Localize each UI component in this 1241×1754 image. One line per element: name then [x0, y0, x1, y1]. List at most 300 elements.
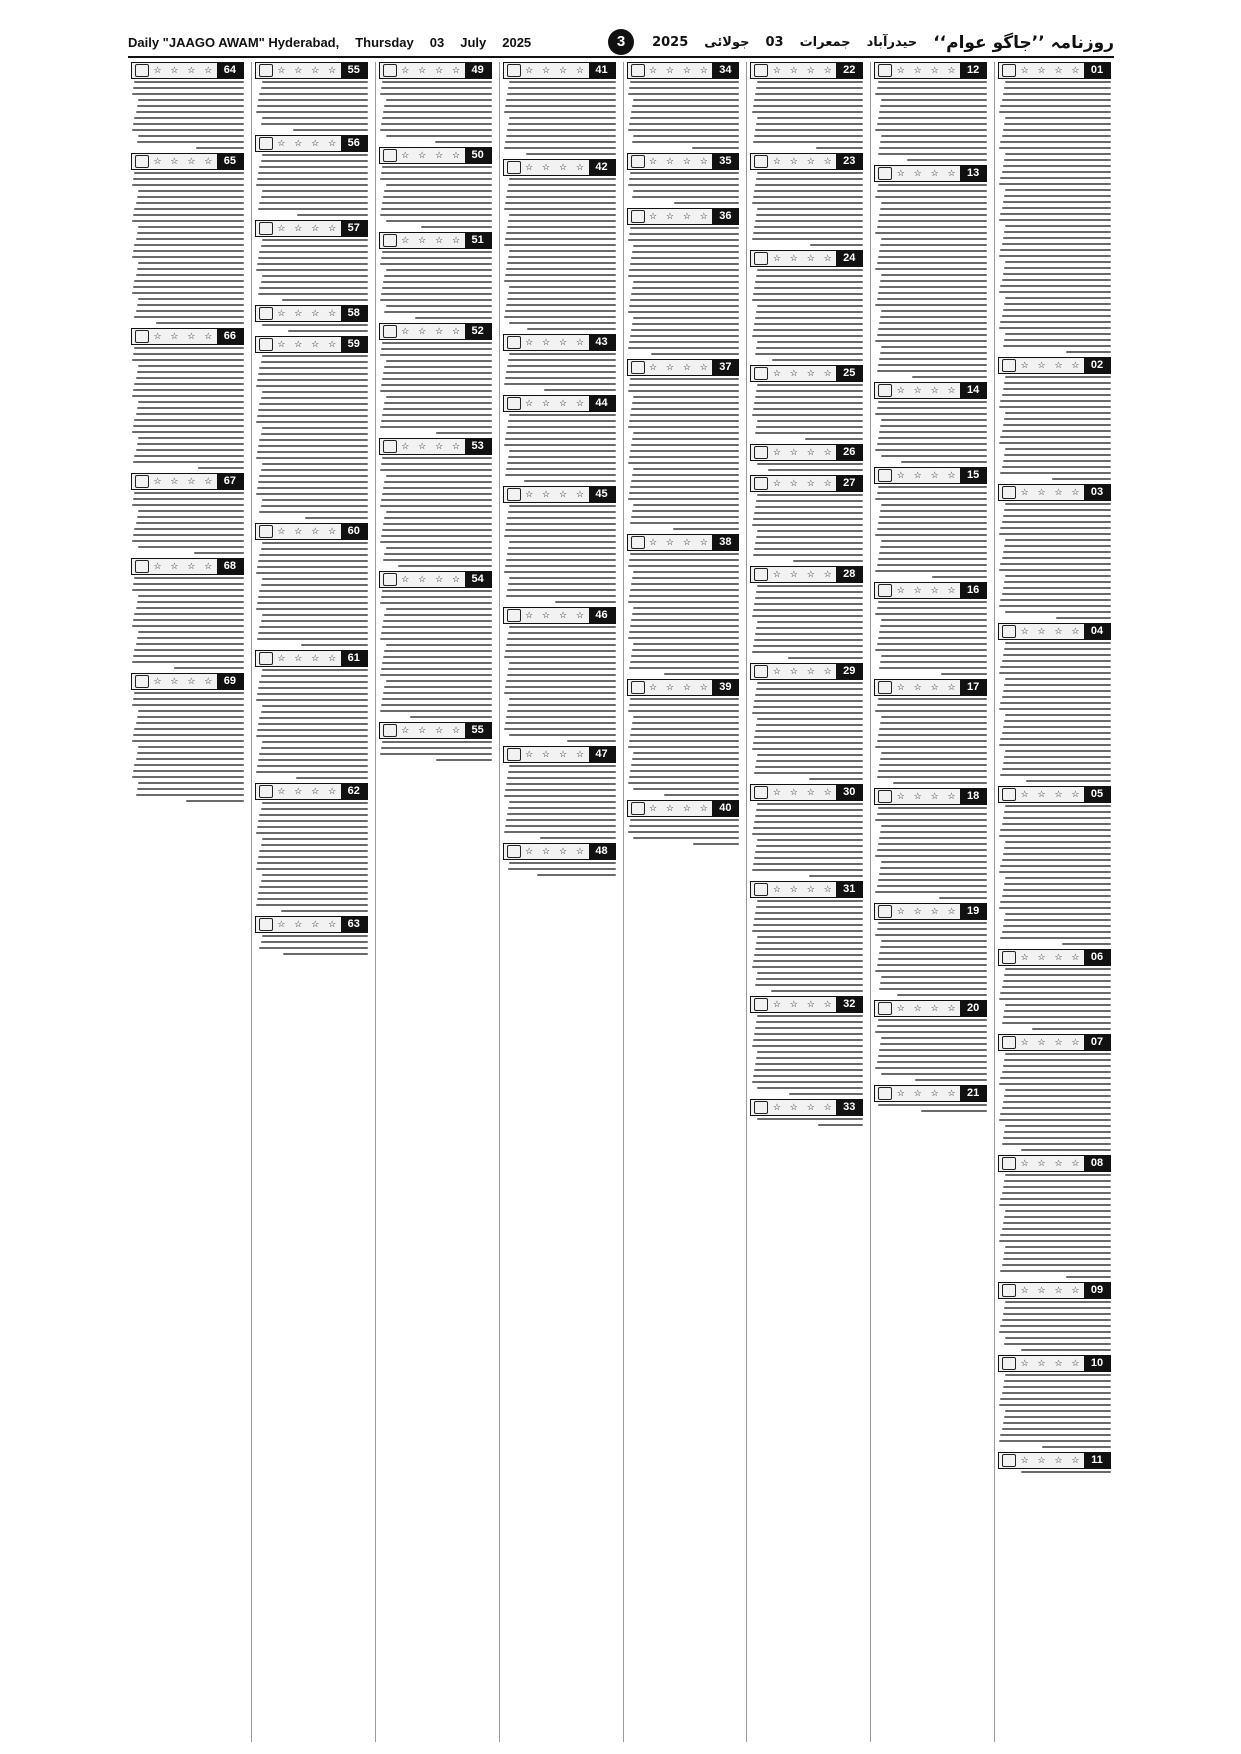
text-line [555, 601, 616, 603]
notice-body-text [874, 922, 987, 996]
text-line [630, 589, 739, 591]
text-line [1002, 557, 1111, 559]
text-line [757, 384, 863, 386]
text-line [752, 833, 864, 835]
text-line [382, 626, 491, 628]
text-line [259, 511, 367, 513]
notice-body-text [255, 802, 368, 912]
text-line [756, 178, 863, 180]
text-line [1005, 117, 1111, 119]
text-line [505, 310, 616, 312]
text-line [999, 442, 1111, 444]
notice-header [874, 788, 987, 805]
text-line [1042, 1446, 1111, 1448]
text-line [633, 607, 739, 609]
text-line [386, 360, 492, 362]
text-line [138, 631, 244, 633]
notice-body-text [750, 682, 863, 780]
text-line [136, 310, 244, 312]
text-line [1002, 1392, 1111, 1394]
text-line [755, 1027, 863, 1029]
text-line [504, 147, 616, 149]
text-line [507, 813, 615, 815]
notice-number: 48 [589, 844, 615, 859]
text-line [752, 238, 864, 240]
text-line [632, 105, 739, 107]
text-line [879, 552, 987, 554]
text-line [506, 523, 615, 525]
text-line [1002, 1319, 1111, 1321]
text-line [756, 688, 863, 690]
notice [750, 996, 863, 1095]
notice-column [746, 62, 866, 1742]
text-line [259, 753, 367, 755]
notice [998, 62, 1111, 353]
text-line [757, 718, 863, 720]
text-line [629, 825, 740, 827]
text-line [632, 251, 739, 253]
text-line [138, 746, 244, 748]
text-line [1005, 750, 1111, 752]
text-line [756, 760, 863, 762]
text-line [630, 299, 739, 301]
text-line [506, 595, 615, 597]
text-line [809, 778, 863, 780]
text-line [386, 680, 492, 682]
text-line [628, 637, 740, 639]
text-line [505, 438, 616, 440]
text-line [875, 649, 987, 651]
text-line [305, 517, 368, 519]
text-line [880, 105, 987, 107]
stars-divider-icon: ☆ ☆ ☆ ☆ [896, 168, 959, 179]
text-line [257, 415, 368, 417]
text-line [132, 220, 244, 222]
text-line [256, 868, 368, 870]
notice-body-text [998, 81, 1111, 353]
text-line [999, 1083, 1111, 1085]
text-line [633, 837, 739, 839]
notice [255, 220, 368, 301]
text-line [757, 621, 863, 623]
text-line [258, 445, 367, 447]
text-line [1000, 666, 1111, 668]
text-line [381, 257, 492, 259]
notice-body-text [750, 585, 863, 659]
text-line [1005, 333, 1111, 335]
text-line [262, 391, 368, 393]
notice [627, 62, 740, 149]
text-line [999, 708, 1111, 710]
notice-body-text [627, 378, 740, 530]
text-line [261, 747, 368, 749]
text-line [508, 583, 615, 585]
text-line [754, 402, 863, 404]
text-line [504, 111, 616, 113]
heading-logo-icon [383, 573, 397, 586]
text-line [132, 540, 244, 542]
text-line [628, 462, 740, 464]
notice-number: 36 [712, 209, 738, 224]
text-line [384, 311, 491, 313]
text-line [257, 826, 368, 828]
notice [750, 566, 863, 659]
text-line [630, 335, 739, 337]
text-line [753, 408, 864, 410]
text-line [632, 196, 739, 198]
notice-body-text [379, 81, 492, 143]
text-line [1002, 1264, 1111, 1266]
text-line [757, 463, 863, 465]
notice-body-text [131, 81, 244, 149]
text-line [1004, 231, 1111, 233]
text-line [881, 976, 987, 978]
text-line [382, 529, 491, 531]
heading-logo-icon [383, 440, 397, 453]
notice [379, 62, 492, 143]
text-line [1003, 93, 1111, 95]
text-line [757, 1051, 863, 1053]
text-line [875, 268, 987, 270]
text-line [757, 1015, 863, 1017]
text-line [629, 559, 740, 561]
notice-number: 26 [836, 445, 862, 460]
text-line [262, 463, 368, 465]
notice-body-text [379, 457, 492, 567]
notice-body-text [998, 376, 1111, 480]
text-line [630, 172, 739, 174]
text-line [999, 744, 1111, 746]
text-line [1002, 243, 1111, 245]
text-line [133, 178, 244, 180]
text-line [629, 341, 740, 343]
text-line [757, 172, 863, 174]
notice [998, 1282, 1111, 1351]
notice-body-text [503, 765, 616, 839]
stars-divider-icon: ☆ ☆ ☆ ☆ [896, 585, 959, 596]
heading-logo-icon [631, 210, 645, 223]
text-line [1000, 563, 1111, 565]
text-line [509, 734, 615, 736]
notice-header [627, 800, 740, 817]
notice-header [503, 334, 616, 351]
text-line [386, 547, 492, 549]
notice-body-text [874, 698, 987, 784]
notice [255, 305, 368, 332]
text-line [1004, 454, 1111, 456]
text-line [628, 129, 740, 131]
notice [503, 843, 616, 876]
text-line [262, 838, 368, 840]
text-line [632, 649, 739, 651]
text-line [508, 456, 615, 458]
text-line [134, 455, 243, 457]
text-line [878, 734, 987, 736]
text-line [136, 794, 244, 796]
text-line [753, 924, 864, 926]
text-line [258, 293, 367, 295]
notice-header [998, 62, 1111, 79]
text-line [257, 487, 368, 489]
heading-logo-icon [754, 155, 768, 168]
text-line [879, 286, 987, 288]
text-line [757, 117, 863, 119]
notice-number: 49 [465, 63, 491, 78]
notice-header [998, 484, 1111, 501]
stars-divider-icon: ☆ ☆ ☆ ☆ [1020, 360, 1083, 371]
text-line [877, 964, 988, 966]
text-line [630, 486, 739, 488]
text-line [256, 421, 368, 423]
text-line [632, 722, 739, 724]
text-line [505, 238, 616, 240]
text-line [1000, 702, 1111, 704]
text-line [257, 263, 368, 265]
text-line [261, 941, 368, 943]
notice-number: 40 [712, 801, 738, 816]
text-line [756, 347, 863, 349]
text-line [629, 456, 740, 458]
text-line [875, 340, 987, 342]
text-line [633, 504, 739, 506]
notice-header [998, 949, 1111, 966]
stars-divider-icon: ☆ ☆ ☆ ☆ [277, 339, 340, 350]
text-line [1000, 285, 1111, 287]
text-line [877, 849, 988, 851]
text-line [507, 298, 615, 300]
heading-logo-icon [878, 1087, 892, 1100]
text-line [293, 129, 367, 131]
text-line [664, 673, 740, 675]
text-line [881, 716, 987, 718]
notice-body-text [379, 590, 492, 718]
text-line [261, 245, 368, 247]
text-line [752, 869, 864, 871]
text-line [262, 935, 368, 937]
text-line [755, 220, 863, 222]
stars-divider-icon: ☆ ☆ ☆ ☆ [525, 65, 587, 76]
notice-header [379, 571, 492, 588]
text-line [261, 808, 368, 810]
notice-body-text [874, 486, 987, 578]
stars-divider-icon: ☆ ☆ ☆ ☆ [1020, 65, 1083, 76]
text-line [384, 517, 491, 519]
text-line [1000, 213, 1111, 215]
text-line [880, 661, 987, 663]
text-line [1004, 720, 1111, 722]
heading-logo-icon [1002, 486, 1016, 499]
text-line [630, 81, 739, 83]
text-line [999, 255, 1111, 257]
notice-number: 03 [1084, 485, 1110, 500]
text-line [138, 401, 244, 403]
text-line [507, 674, 615, 676]
text-line [256, 572, 368, 574]
text-line [755, 948, 863, 950]
text-line [881, 310, 987, 312]
text-line [381, 348, 492, 350]
text-line [877, 885, 988, 887]
text-line [1032, 1028, 1111, 1030]
stars-divider-icon: ☆ ☆ ☆ ☆ [153, 476, 216, 487]
heading-logo-icon [383, 234, 397, 247]
notice-header [750, 153, 863, 170]
text-line [789, 1093, 863, 1095]
notice-header [503, 746, 616, 763]
text-line [755, 542, 863, 544]
notice [998, 357, 1111, 480]
heading-logo-icon [754, 568, 768, 581]
text-line [138, 437, 244, 439]
heading-logo-icon [754, 883, 768, 896]
text-line [256, 493, 368, 495]
text-line [507, 553, 615, 555]
text-line [877, 370, 988, 372]
text-line [261, 397, 368, 399]
notice [379, 438, 492, 567]
notice-number: 24 [836, 251, 862, 266]
heading-logo-icon [383, 149, 397, 162]
text-line [628, 239, 740, 241]
text-line [753, 1039, 864, 1041]
notice-body-text [750, 900, 863, 992]
text-line [875, 855, 987, 857]
text-line [132, 589, 244, 591]
text-line [999, 569, 1111, 571]
notice-header [379, 323, 492, 340]
stars-divider-icon: ☆ ☆ ☆ ☆ [896, 1088, 959, 1099]
text-line [138, 782, 244, 784]
text-line [879, 952, 987, 954]
heading-logo-icon [507, 609, 521, 622]
text-line [756, 627, 863, 629]
notice-header [750, 663, 863, 680]
text-line [1005, 412, 1111, 414]
text-line [1002, 986, 1111, 988]
text-line [507, 638, 615, 640]
text-line [878, 698, 987, 700]
text-line [509, 286, 615, 288]
text-line [509, 662, 615, 664]
text-line [383, 692, 491, 694]
heading-logo-icon [754, 1101, 768, 1114]
notice-header [750, 475, 863, 492]
text-line [756, 536, 863, 538]
text-line [1005, 153, 1111, 155]
text-line [509, 541, 615, 543]
notice-body-text [503, 81, 616, 155]
text-line [261, 160, 368, 162]
notice-body-text [131, 347, 244, 469]
heading-logo-icon [1002, 1454, 1016, 1467]
text-line [772, 359, 863, 361]
heading-logo-icon [1002, 788, 1016, 801]
text-line [756, 906, 863, 908]
text-line [757, 754, 863, 756]
text-line [757, 494, 863, 496]
text-line [132, 704, 244, 706]
stars-divider-icon: ☆ ☆ ☆ ☆ [525, 337, 587, 348]
text-line [1026, 780, 1111, 782]
text-line [1002, 768, 1111, 770]
notice-number: 12 [960, 63, 986, 78]
text-line [386, 396, 492, 398]
text-line [567, 740, 616, 742]
text-line [880, 546, 987, 548]
text-line [878, 364, 987, 366]
text-line [629, 667, 740, 669]
notice-header [503, 395, 616, 412]
text-line [507, 365, 615, 367]
text-line [1003, 1186, 1111, 1188]
heading-logo-icon [135, 560, 149, 573]
text-line [881, 752, 987, 754]
text-line [382, 342, 491, 344]
text-line [1000, 527, 1111, 529]
text-line [1004, 87, 1111, 89]
text-line [757, 682, 863, 684]
text-line [879, 322, 987, 324]
text-line [382, 251, 491, 253]
text-line [380, 674, 492, 676]
notice [503, 746, 616, 839]
notice-header [998, 1155, 1111, 1172]
text-line [1003, 1016, 1111, 1018]
text-line [504, 656, 616, 658]
text-line [1003, 201, 1111, 203]
heading-logo-icon [631, 802, 645, 815]
text-line [630, 625, 739, 627]
text-line [132, 740, 244, 742]
text-line [505, 105, 616, 107]
text-line [1004, 919, 1111, 921]
text-line [756, 942, 863, 944]
notice-number: 65 [217, 154, 243, 169]
text-line [508, 87, 615, 89]
text-line [132, 504, 244, 506]
notice-body-text [998, 1301, 1111, 1351]
text-line [754, 226, 863, 228]
text-line [752, 335, 864, 337]
stars-divider-icon: ☆ ☆ ☆ ☆ [772, 447, 835, 458]
text-line [753, 105, 864, 107]
text-line [382, 590, 491, 592]
text-line [283, 953, 368, 955]
text-line [753, 742, 864, 744]
text-line [629, 492, 740, 494]
notice-header [998, 357, 1111, 374]
text-line [505, 529, 616, 531]
notice-body-text [874, 184, 987, 378]
heading-logo-icon [1002, 625, 1016, 638]
text-line [256, 771, 368, 773]
text-line [880, 867, 987, 869]
text-line [262, 705, 368, 707]
text-line [1005, 261, 1111, 263]
text-line [301, 644, 368, 646]
text-line [629, 595, 740, 597]
text-line [259, 202, 367, 204]
notice-header [379, 438, 492, 455]
text-line [1003, 726, 1111, 728]
text-line [875, 196, 987, 198]
text-line [1005, 575, 1111, 577]
text-line [754, 639, 863, 641]
notice-body-text [750, 269, 863, 361]
notice-header [627, 62, 740, 79]
month-english: July [460, 34, 487, 50]
text-line [631, 655, 739, 657]
